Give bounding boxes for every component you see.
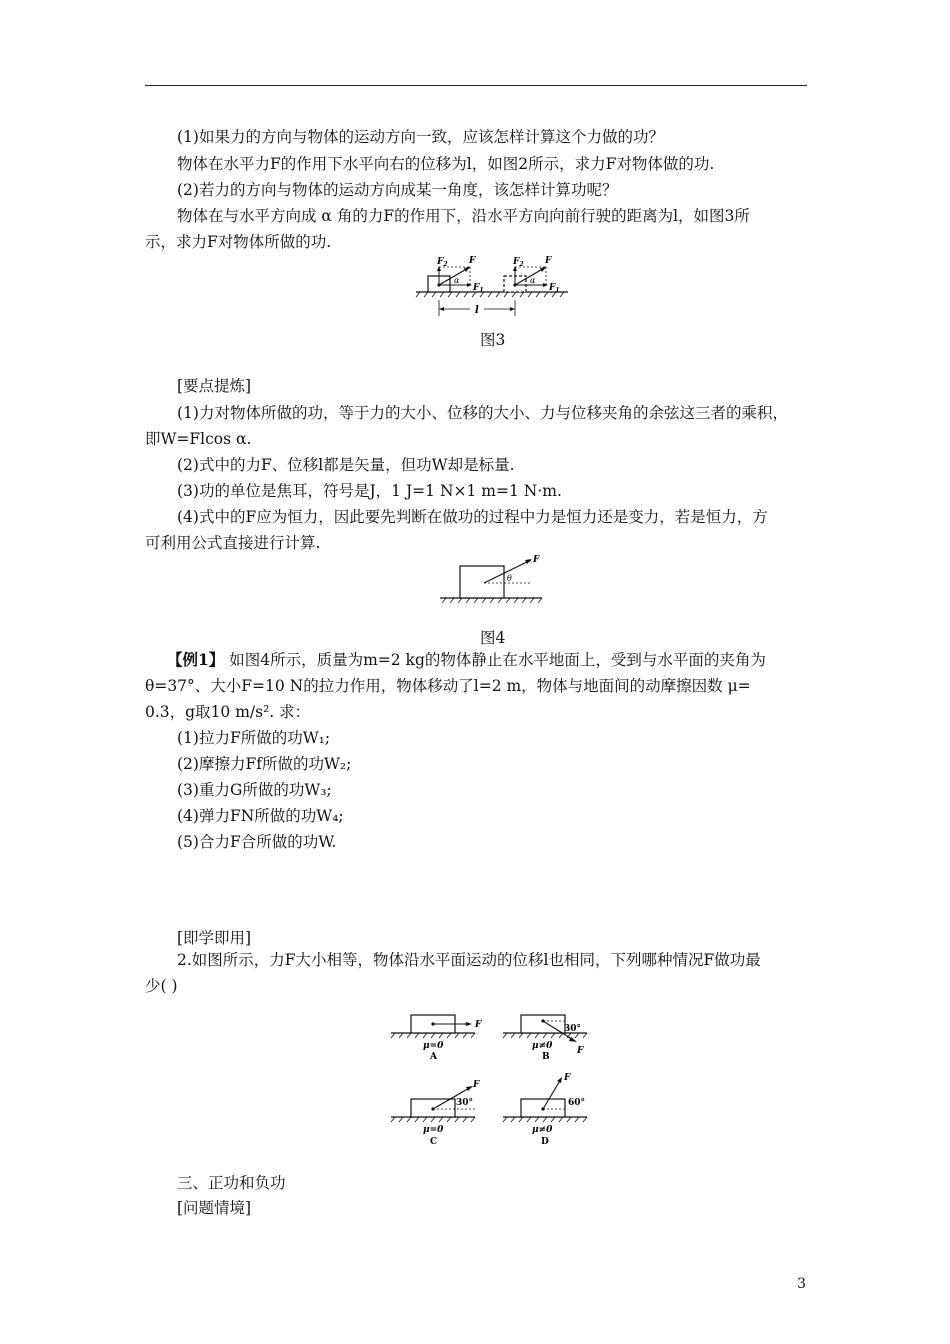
figure-4-caption: 图4 <box>480 629 506 647</box>
option-b-diagram <box>503 1015 587 1062</box>
page-number: 3 <box>797 1276 806 1292</box>
option-d-letter: D <box>541 1137 549 1147</box>
option-d-angle: 60° <box>568 1098 586 1108</box>
option-b-mu: μ≠0 <box>532 1041 553 1051</box>
option-a-letter: A <box>430 1052 437 1062</box>
section-3-title: 三、正功和负功 <box>177 1174 286 1192</box>
section-3-heading: [问题情境] <box>177 1199 252 1217</box>
options-figure <box>385 1005 595 1155</box>
fig3-f-label-left: F <box>469 256 476 266</box>
practice-heading: [即学即用] <box>177 929 252 947</box>
figure-4-diagram <box>436 553 546 608</box>
key-point-1-line-2: 即W=Flcos α. <box>145 430 252 448</box>
option-c-diagram <box>391 1080 480 1147</box>
option-a-force-label: F <box>475 1020 482 1030</box>
fig3-f2-label-left: $F_2$ <box>437 257 448 268</box>
example-1-line-2: θ=37°、大小F=10 N的拉力作用，物体移动了l=2 m，物体与地面间的动摩擦因数 μ= <box>145 677 751 695</box>
question-2: (2)若力的方向与物体的运动方向成某一角度，该怎样计算功呢？ <box>177 181 618 199</box>
example-1-item: (1)拉力F所做的功W₁; <box>177 729 331 747</box>
example-1-line-1 <box>167 650 766 670</box>
option-d-mu: μ≠0 <box>532 1125 553 1135</box>
key-point-1-line-1: (1)力对物体所做的功，等于力的大小、位移的大小、力与位移夹角的余弦这三者的乘积， <box>177 404 788 422</box>
example-1-item: (2)摩擦力Ff所做的功W₂; <box>177 755 352 773</box>
option-b-angle: 30° <box>564 1024 582 1034</box>
fig3-alpha-label-right: α <box>530 276 536 285</box>
option-c-force-label: F <box>473 1080 480 1090</box>
question-2-description-line-2: 示，求力F对物体所做的功. <box>145 233 332 251</box>
fig3-alpha-label-left: α <box>454 276 460 285</box>
key-point-3: (3)功的单位是焦耳，符号是J，1 J=1 N×1 m=1 N·m. <box>177 482 562 500</box>
question-1: (1)如果力的方向与物体的运动方向一致，应该怎样计算这个力做的功？ <box>177 128 664 146</box>
fig3-f2-label-right: $F_2$ <box>513 257 524 268</box>
option-c-letter: C <box>430 1137 438 1147</box>
option-c-angle: 30° <box>456 1098 474 1108</box>
option-a-mu: μ=0 <box>423 1041 444 1051</box>
option-d-diagram <box>503 1073 587 1147</box>
option-b-force-label: F <box>577 1046 584 1056</box>
fig3-l-label: l <box>475 305 479 316</box>
figure-3-diagram <box>412 250 572 322</box>
fig3-f1-label-left: $F_1$ <box>473 283 484 294</box>
practice-question-line-1: 2.如图所示，力F大小相等，物体沿水平面运动的位移l也相同，下列哪种情况F做功最 <box>177 951 761 969</box>
figure-3-caption: 图3 <box>480 331 506 349</box>
header-rule <box>145 85 807 86</box>
fig3-f-label-right: F <box>545 256 552 266</box>
fig3-f1-label-right: $F_1$ <box>549 283 560 294</box>
fig4-theta-label: θ <box>507 574 512 583</box>
example-1-tag: 【例1】 <box>167 650 225 669</box>
question-1-description: 物体在水平力F的作用下水平向右的位移为l，如图2所示，求力F对物体做的功. <box>177 155 715 173</box>
example-1-line-3: 0.3，g取10 m/s². 求： <box>145 703 311 721</box>
key-points-heading: [要点提炼] <box>177 377 252 395</box>
example-1-item: (5)合力F合所做的功W. <box>177 833 337 851</box>
key-point-4-line-1: (4)式中的F应为恒力，因此要先判断在做功的过程中力是恒力还是变力，若是恒力，方 <box>177 508 768 526</box>
example-1-item: (3)重力G所做的功W₃; <box>177 781 332 799</box>
option-c-mu: μ=0 <box>423 1125 444 1135</box>
option-b-letter: B <box>542 1052 550 1062</box>
key-point-4-line-2: 可利用公式直接进行计算. <box>145 534 321 552</box>
example-1-item: (4)弹力FN所做的功W₄; <box>177 807 344 825</box>
example-1-text-a: 如图4所示，质量为m=2 kg的物体静止在水平地面上，受到与水平面的夹角为 <box>224 651 766 669</box>
practice-question-line-2: 少( ) <box>145 977 178 995</box>
option-d-force-label: F <box>564 1073 571 1083</box>
fig4-f-label: F <box>533 555 540 565</box>
key-point-2: (2)式中的力F、位移l都是矢量，但功W却是标量. <box>177 456 515 474</box>
question-2-description-line-1: 物体在与水平方向成 α 角的力F的作用下，沿水平方向向前行驶的距离为l，如图3所 <box>177 207 750 225</box>
option-a-diagram <box>391 1015 482 1062</box>
